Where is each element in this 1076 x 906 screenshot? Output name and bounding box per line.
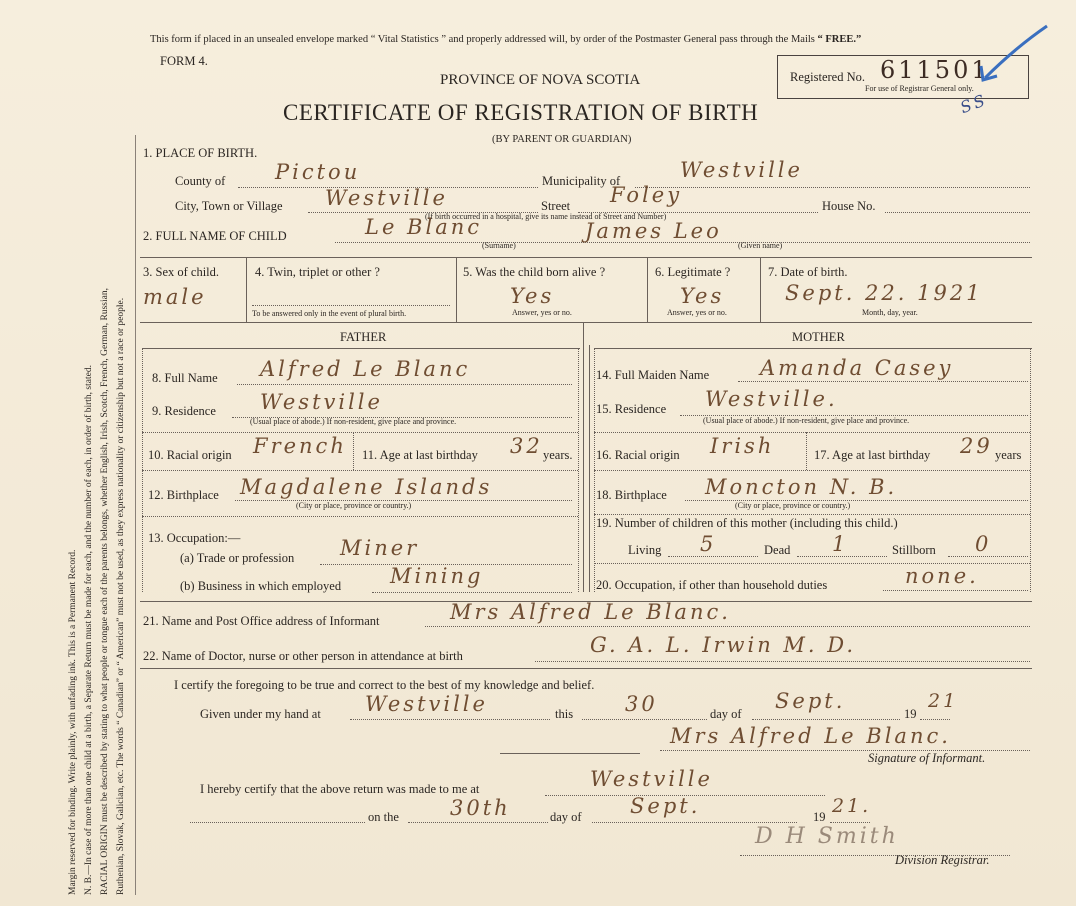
alive-value: Yes <box>510 284 555 308</box>
twin-note: To be answered only in the event of plural birth. <box>252 309 407 318</box>
legitimate-note: Answer, yes or no. <box>667 308 727 317</box>
city-label: City, Town or Village <box>175 199 283 213</box>
legitimate-value: Yes <box>680 284 725 308</box>
place-of-birth-heading: 1. PLACE OF BIRTH. <box>143 146 258 160</box>
registrar-year: 21. <box>832 795 872 817</box>
given-month: Sept. <box>775 689 846 713</box>
county-value: Pictou <box>275 160 361 184</box>
given-caption: (Given name) <box>738 241 783 250</box>
stillborn-value: 0 <box>975 532 992 556</box>
mother-years: years <box>995 448 1022 462</box>
child-name-label: 2. FULL NAME OF CHILD <box>143 229 287 243</box>
mother-residence: Westville. <box>705 387 838 411</box>
province-heading: PROVINCE OF NOVA SCOTIA <box>440 72 641 88</box>
on-the-label: on the <box>368 810 399 824</box>
registered-number: 611501 <box>880 56 990 84</box>
living-value: 5 <box>700 532 717 556</box>
father-abode-note: (Usual place of abode.) If non-resident, give place and province. <box>250 417 457 426</box>
given-year-prefix: 19 <box>904 707 917 721</box>
registrar-note: For use of Registrar General only. <box>865 84 974 93</box>
given-day: 30 <box>625 692 658 716</box>
date-value: Sept. 22. 1921 <box>785 281 983 305</box>
doctor-label: 22. Name of Doctor, nurse or other person in attendance at birth <box>143 649 463 663</box>
mother-birthplace: Moncton N. B. <box>705 475 898 499</box>
father-heading: FATHER <box>340 330 387 344</box>
postal-note: This form if placed in an unsealed envelope marked “ Vital Statistics ” and properly addressed will, by order of the Postmaster General pass through the Mails “ FREE.” <box>150 34 862 45</box>
mother-race-label: 16. Racial origin <box>596 448 680 462</box>
mother-age-label: 17. Age at last birthday <box>814 448 931 462</box>
child-given-name: James Leo <box>585 219 722 243</box>
registrar-stamp: SS <box>957 89 991 118</box>
street-label: Street <box>541 199 571 213</box>
father-name: Alfred Le Blanc <box>260 357 471 381</box>
surname-caption: (Surname) <box>482 241 516 250</box>
this-label: this <box>555 707 574 721</box>
sex-value: male <box>143 285 207 309</box>
child-surname: Le Blanc <box>365 215 483 239</box>
mother-name: Amanda Casey <box>760 356 954 380</box>
father-birthplace-label: 12. Birthplace <box>148 488 219 502</box>
informant-value: Mrs Alfred Le Blanc. <box>450 600 731 624</box>
margin-note-4: Ruthenian, Slovak, Galician, etc. The words “ Canadian” or “ American” must not be used, as they express nationality or citizenship but not a race or people. <box>116 297 126 895</box>
father-occupation-label: 13. Occupation:— <box>148 531 241 545</box>
margin-note-1: Margin reserved for binding. Write plainly, with unfading ink. This is a Permanent Record. <box>68 549 78 895</box>
registrar-day: 30th <box>450 796 511 820</box>
date-note: Month, day, year. <box>862 308 918 317</box>
father-age-label: 11. Age at last birthday <box>362 448 478 462</box>
margin-note-2: N. B.—In case of more than one child at a birth, a Separate Return must be made for each, and the number of each, in order of birth, stated. <box>84 365 94 895</box>
city-value: Westville <box>325 186 448 210</box>
page-title: CERTIFICATE OF REGISTRATION OF BIRTH <box>283 100 759 125</box>
margin-rule <box>135 135 136 895</box>
county-label: County of <box>175 174 226 188</box>
mother-race: Irish <box>710 434 775 458</box>
date-label: 7. Date of birth. <box>768 265 848 279</box>
dead-label: Dead <box>764 543 791 557</box>
municipality-label: Municipality of <box>542 174 621 188</box>
page-subtitle: (BY PARENT OR GUARDIAN) <box>492 134 632 145</box>
registrar-month: Sept. <box>630 794 701 818</box>
informant-signature: Mrs Alfred Le Blanc. <box>670 724 951 748</box>
alive-label: 5. Was the child born alive ? <box>463 265 606 279</box>
given-year: 21 <box>928 690 959 712</box>
registrar-place: Westville <box>590 767 713 791</box>
registrar-caption: Division Registrar. <box>895 853 990 867</box>
trade-label: (a) Trade or profession <box>180 551 295 565</box>
twin-label: 4. Twin, triplet or other ? <box>255 265 380 279</box>
father-birthplace-note: (City or place, province or country.) <box>296 501 412 510</box>
registered-label: Registered No. <box>790 70 865 84</box>
stillborn-label: Stillborn <box>892 543 936 557</box>
father-race-label: 10. Racial origin <box>148 448 232 462</box>
father-birthplace: Magdalene Islands <box>240 475 493 499</box>
registrar-statement: I hereby certify that the above return was made to me at <box>200 782 480 796</box>
doctor-value: G. A. L. Irwin M. D. <box>590 633 857 657</box>
mother-occupation-label: 20. Occupation, if other than household duties <box>596 578 828 592</box>
father-age: 32 <box>510 434 543 458</box>
children-label: 19. Number of children of this mother (including this child.) <box>596 516 898 530</box>
mother-residence-label: 15. Residence <box>596 402 667 416</box>
registrar-year-prefix: 19 <box>813 810 826 824</box>
mother-birthplace-note: (City or place, province or country.) <box>735 501 851 510</box>
hospital-note: (If birth occurred in a hospital, give its name instead of Street and Number) <box>425 212 667 221</box>
informant-label: 21. Name and Post Office address of Informant <box>143 614 380 628</box>
legitimate-label: 6. Legitimate ? <box>655 265 731 279</box>
margin-note-3: RACIAL ORIGIN must be described by stating to what people or tongue each of the parents belongs, whether English, Irish, Scotch, French, German, Russian, <box>100 288 110 895</box>
mother-heading: MOTHER <box>792 330 845 344</box>
municipality-value: Westville <box>680 158 803 182</box>
living-label: Living <box>628 543 662 557</box>
mother-birthplace-label: 18. Birthplace <box>596 488 667 502</box>
dead-value: 1 <box>832 532 849 556</box>
father-years: years. <box>543 448 573 462</box>
house-label: House No. <box>822 199 876 213</box>
informant-signature-caption: Signature of Informant. <box>868 751 986 765</box>
business-label: (b) Business in which employed <box>180 579 342 593</box>
father-name-label: 8. Full Name <box>152 371 218 385</box>
trade-value: Miner <box>340 536 420 560</box>
mother-abode-note: (Usual place of abode.) If non-resident, give place and province. <box>703 416 910 425</box>
mother-occupation: none. <box>905 564 979 588</box>
given-label: Given under my hand at <box>200 707 321 721</box>
form-number: FORM 4. <box>160 54 208 68</box>
business-value: Mining <box>390 564 484 588</box>
sex-label: 3. Sex of child. <box>143 265 220 279</box>
mother-age: 29 <box>960 434 993 458</box>
blue-arrow-icon <box>975 22 1055 84</box>
registrar-signature: D H Smith <box>755 824 899 849</box>
alive-note: Answer, yes or no. <box>512 308 572 317</box>
father-residence-label: 9. Residence <box>152 404 216 418</box>
given-place: Westville <box>365 692 488 716</box>
mother-name-label: 14. Full Maiden Name <box>596 368 710 382</box>
father-race: French <box>253 434 347 458</box>
day-of-label: day of <box>710 707 742 721</box>
certify-statement: I certify the foregoing to be true and correct to the best of my knowledge and belief. <box>174 678 595 692</box>
street-value: Foley <box>610 183 683 207</box>
father-residence: Westville <box>260 390 383 414</box>
registrar-day-of-label: day of <box>550 810 582 824</box>
